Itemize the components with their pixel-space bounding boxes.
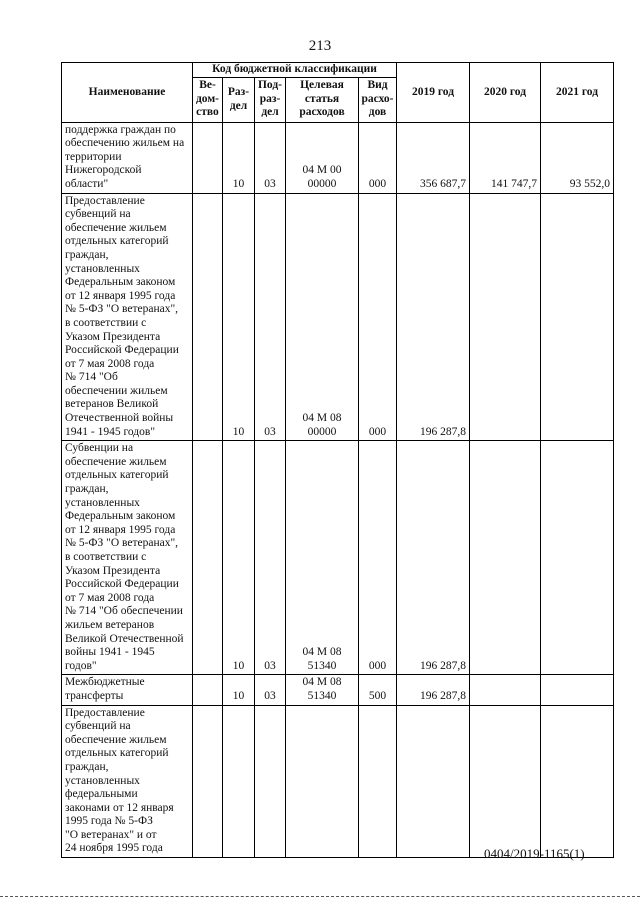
row-vedomstvo xyxy=(193,122,223,193)
page-bottom-divider xyxy=(0,896,640,897)
row-vedomstvo xyxy=(193,705,223,858)
row-2021 xyxy=(541,193,614,441)
row-podrazdel: 03 xyxy=(255,441,286,675)
row-razdel xyxy=(223,705,255,858)
row-podrazdel: 03 xyxy=(255,122,286,193)
row-tselevaya: 04 М 08 51340 xyxy=(286,441,359,675)
row-podrazdel xyxy=(255,705,286,858)
row-2021 xyxy=(541,441,614,675)
header-name: Наименование xyxy=(62,63,193,123)
row-tselevaya: 04 М 00 00000 xyxy=(286,122,359,193)
row-podrazdel: 03 xyxy=(255,675,286,705)
row-2019: 196 287,8 xyxy=(397,675,470,705)
row-podrazdel: 03 xyxy=(255,193,286,441)
row-vedomstvo xyxy=(193,193,223,441)
table-row xyxy=(62,193,614,441)
row-tselevaya: 04 М 08 00000 xyxy=(286,193,359,441)
header-2019: 2019 год xyxy=(397,63,470,123)
row-vid: 500 xyxy=(359,675,397,705)
row-2020: 141 747,7 xyxy=(470,122,541,193)
row-2019: 356 687,7 xyxy=(397,122,470,193)
header-2020: 2020 год xyxy=(470,63,541,123)
row-name: Предоставление субвенций на обеспечение жильем отдельных категорий граждан, установленных Федеральным законом от 12 января 1995 года № 5-ФЗ "О ветеранах", в соответствии с Указом Президента Российской Федерации от 7 мая 2008 года № 714 "Об обеспечении жильем ветеранов Великой Отечественной войны 1941 - 1945 годов" xyxy=(62,193,193,441)
row-vedomstvo xyxy=(193,441,223,675)
table-row xyxy=(62,705,614,858)
row-2019: 196 287,8 xyxy=(397,193,470,441)
row-tselevaya: 04 М 08 51340 xyxy=(286,675,359,705)
row-razdel: 10 xyxy=(223,122,255,193)
row-vedomstvo xyxy=(193,675,223,705)
table-row xyxy=(62,675,614,705)
page-number: 213 xyxy=(308,38,332,54)
row-vid xyxy=(359,705,397,858)
row-2020 xyxy=(470,441,541,675)
row-2021 xyxy=(541,705,614,858)
row-tselevaya xyxy=(286,705,359,858)
row-razdel: 10 xyxy=(223,193,255,441)
row-name: Субвенции на обеспечение жильем отдельных категорий граждан, установленных Федеральным законом от 12 января 1995 года № 5-ФЗ "О ветеранах", в соответствии с Указом Президента Российской Федерации от 7 мая 2008 года № 714 "Об обеспечении жильем ветеранов Великой Отечественной войны 1941 - 1945 годов" xyxy=(62,441,193,675)
header-razdel: Раз- дел xyxy=(223,77,255,122)
row-2021: 93 552,0 xyxy=(541,122,614,193)
header-vid-raskhodov: Вид расхо- дов xyxy=(359,77,397,122)
row-2020 xyxy=(470,705,541,858)
header-budget-code-group: Код бюджетной классификации xyxy=(193,63,397,78)
table-row xyxy=(62,441,614,675)
row-2019 xyxy=(397,705,470,858)
budget-table xyxy=(61,62,614,858)
row-2020 xyxy=(470,193,541,441)
row-razdel: 10 xyxy=(223,441,255,675)
table-row xyxy=(62,122,614,193)
row-name: Предоставление субвенций на обеспечение жильем отдельных категорий граждан, установленных федеральными законами от 12 января 1995 года № 5-ФЗ "О ветеранах" и от 24 ноября 1995 года xyxy=(62,705,193,858)
document-code: 0404/2019-1165(1) xyxy=(484,846,585,861)
header-vedomstvo: Ве- дом- ство xyxy=(193,77,223,122)
row-vid: 000 xyxy=(359,441,397,675)
row-razdel: 10 xyxy=(223,675,255,705)
row-2021 xyxy=(541,675,614,705)
header-tselevaya-statya: Целевая статья расходов xyxy=(286,77,359,122)
header-2021: 2021 год xyxy=(541,63,614,123)
row-2020 xyxy=(470,675,541,705)
row-2019: 196 287,8 xyxy=(397,441,470,675)
row-vid: 000 xyxy=(359,122,397,193)
row-name: поддержка граждан по обеспечению жильем на территории Нижегородской области" xyxy=(62,122,193,193)
header-podrazdel: Под- раз- дел xyxy=(255,77,286,122)
row-vid: 000 xyxy=(359,193,397,441)
row-name: Межбюджетные трансферты xyxy=(62,675,193,705)
